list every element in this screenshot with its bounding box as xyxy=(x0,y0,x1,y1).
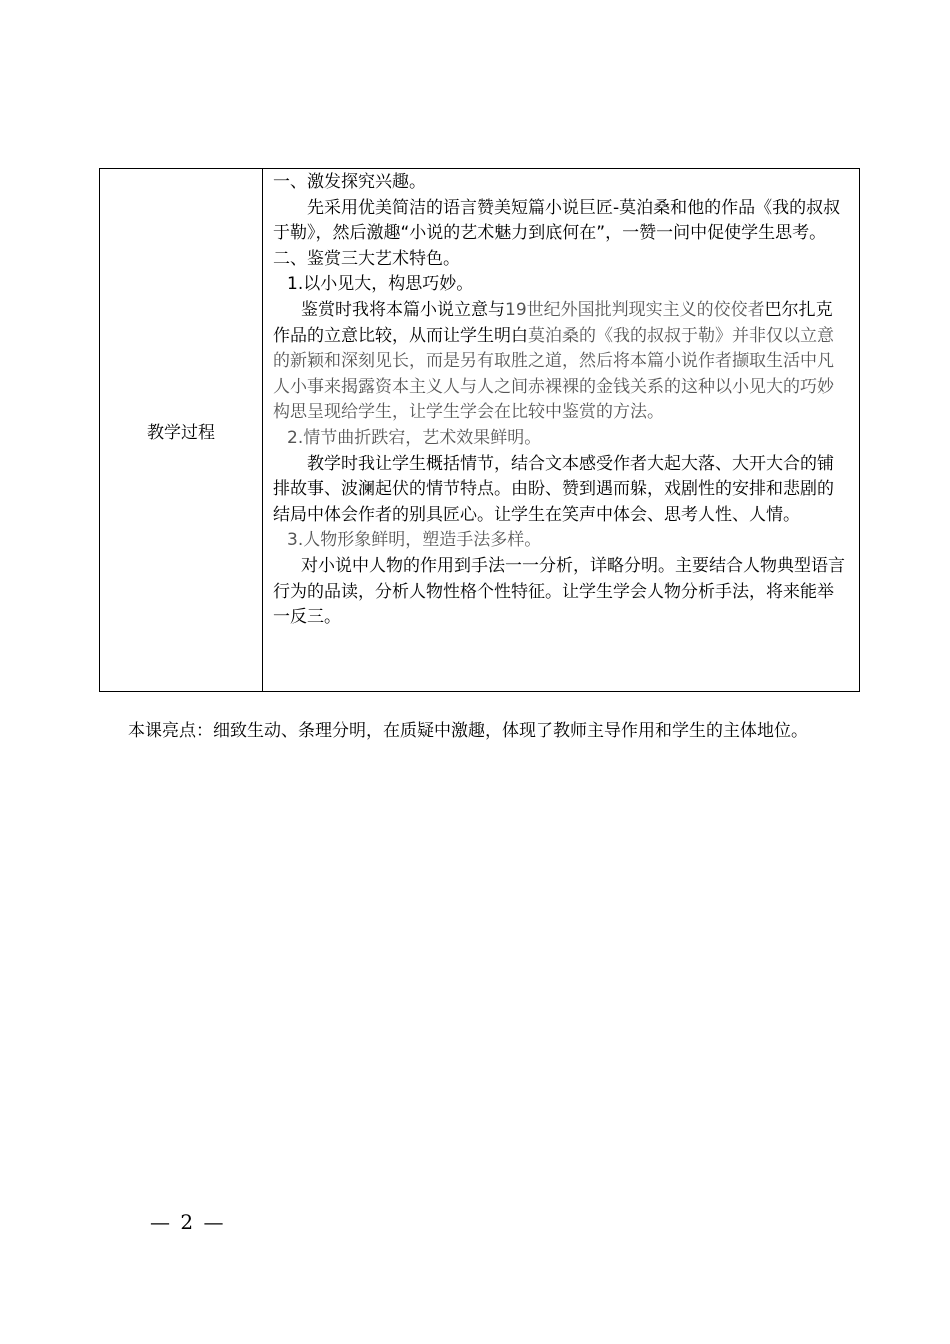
table-label-cell xyxy=(100,169,263,691)
point-1-text-d: 莫泊桑的《我的叔叔于勒》并非仅以立意的新颖和深刻见长，而是另有取胜之道，然后将本篇小说作者撷取生活中凡人小事来揭露资本主义人与人之间赤裸裸的金钱关系的这种以小见大的巧妙构思呈现给学生，让学生学会在比较中鉴赏的方法。 xyxy=(273,325,834,423)
point-3-paragraph: 对小说中人物的作用到手法一一分析，详略分明。主要结合人物典型语言行为的品读，分析人物性格个性特征。让学生学会人物分析手法，将来能举一反三。 xyxy=(273,555,845,628)
table-content-cell xyxy=(263,169,859,691)
lesson-table xyxy=(99,168,860,692)
point-1-text-a: 鉴赏时我将本篇小说立意与 xyxy=(301,299,505,320)
point-3-title: 3.人物形象鲜明，塑造手法多样。 xyxy=(287,530,542,551)
point-1-text-b: 19世纪外国批判现实主义的佼佼者 xyxy=(505,299,765,320)
page-number: — 2 — xyxy=(150,1210,226,1234)
section-2-title: 二、鉴赏三大艺术特色。 xyxy=(273,248,460,269)
section-1-paragraph: 先采用优美简洁的语言赞美短篇小说巨匠-莫泊桑和他的作品《我的叔叔于勒》，然后激趣“小说的艺术魅力到底何在”，一赞一问中促使学生思考。 xyxy=(273,197,841,244)
section-1-title: 一、激发探究兴趣。 xyxy=(273,172,426,192)
teaching-process-label: 教学过程 xyxy=(147,422,215,443)
lesson-highlight: 本课亮点：细致生动、条理分明，在质疑中激趣，体现了教师主导作用和学生的主体地位。 xyxy=(128,721,808,741)
point-1-title: 1.以小见大，构思巧妙。 xyxy=(287,274,474,295)
point-1-text-c: 巴尔扎克作品的立意比较，从而让学生明白 xyxy=(273,299,833,346)
point-2-title: 2.情节曲折跌宕，艺术效果鲜明。 xyxy=(287,427,542,448)
point-1-paragraph xyxy=(273,298,849,426)
point-2-paragraph: 教学时我让学生概括情节，结合文本感受作者大起大落、大开大合的铺排故事、波澜起伏的情节特点。由盼、赞到遇而躲，戏剧性的安排和悲剧的结局中体会作者的别具匠心。让学生在笑声中体会、思考人性、人情。 xyxy=(273,453,834,525)
